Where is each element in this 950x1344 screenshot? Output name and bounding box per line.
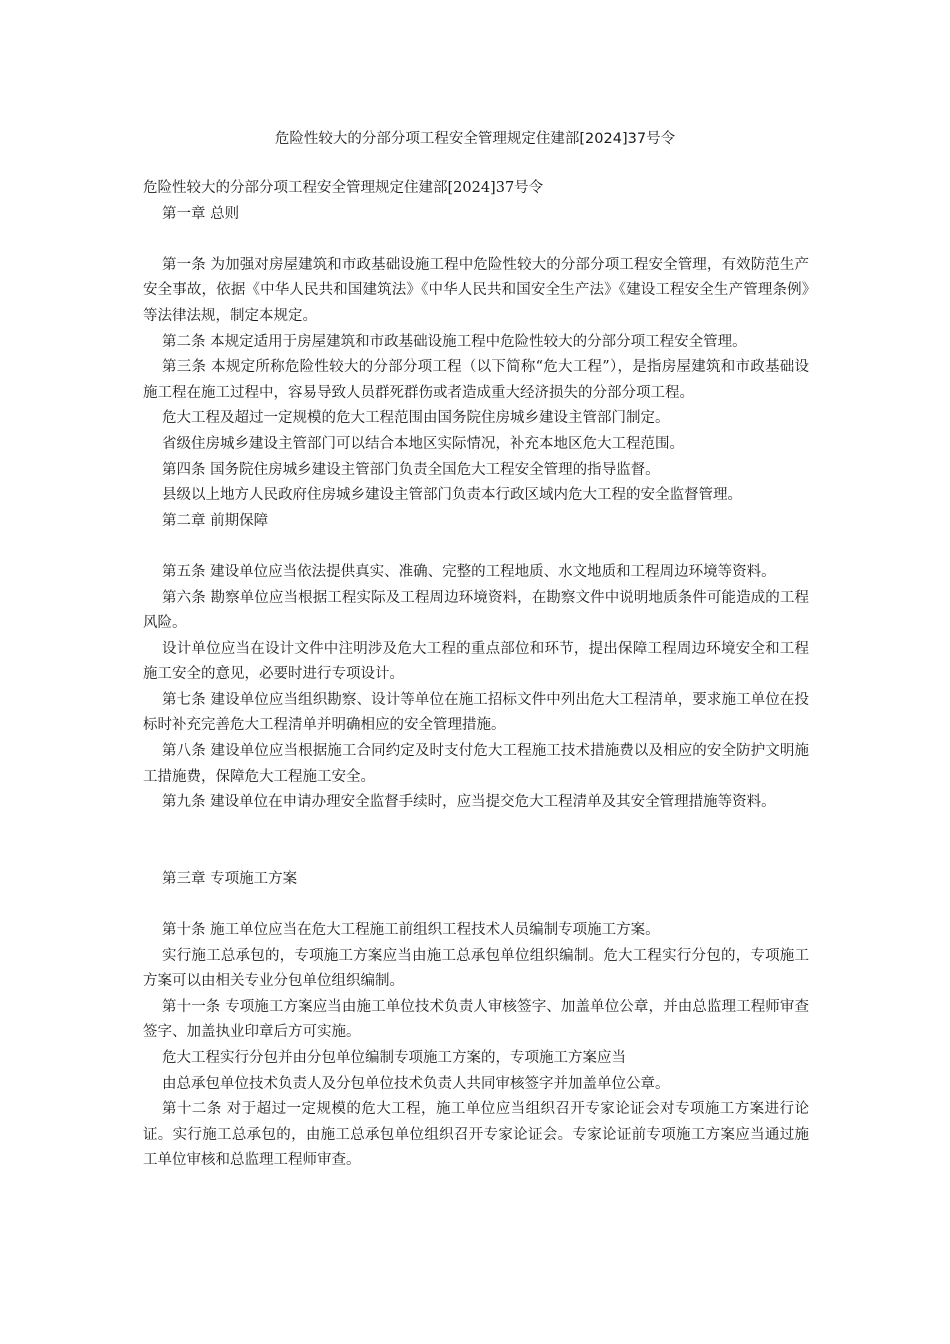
spacer [143,816,809,867]
article-3: 第三条 本规定所称危险性较大的分部分项工程（以下简称“危大工程”），是指房屋建筑和市政基础设施工程在施工过程中，容易导致人员群死群伤或者造成重大经济损失的分部分项工程。 [143,359,809,401]
chapter-2-heading: 第二章 前期保障 [162,512,269,529]
article-8: 第八条 建设单位应当根据施工合同约定及时支付危大工程施工技术措施费以及相应的安全防护文明施工措施费，保障危大工程施工安全。 [143,743,809,785]
page-title: 危险性较大的分部分项工程安全管理规定住建部[2024]37号令 [274,131,676,147]
article-6: 第六条 勘察单位应当根据工程实际及工程周边环境资料，在勘察文件中说明地质条件可能造成的工程风险。 [143,589,809,632]
article-10-paragraph-2: 实行施工总承包的，专项施工方案应当由施工总承包单位组织编制。危大工程实行分包的，专项施工方案可以由相关专业分包单位组织编制。 [143,947,809,990]
article-7: 第七条 建设单位应当组织勘察、设计等单位在施工招标文件中列出危大工程清单，要求施工单位在投标时补充完善危大工程清单并明确相应的安全管理措施。 [143,691,809,734]
chapter-3-heading: 第三章 专项施工方案 [162,870,298,887]
article-11: 第十一条 专项施工方案应当由施工单位技术负责人审核签字、加盖单位公章，并由总监理工程师审查签字、加盖执业印章后方可实施。 [143,998,809,1041]
article-9: 第九条 建设单位在申请办理安全监督手续时，应当提交危大工程清单及其安全管理措施等资料。 [162,794,776,811]
article-4-paragraph-2: 县级以上地方人民政府住房城乡建设主管部门负责本行政区域内危大工程的安全监督管理。 [162,487,742,504]
article-12: 第十二条 对于超过一定规模的危大工程，施工单位应当组织召开专家论证会对专项施工方案进行论证。实行施工总承包的，由施工总承包单位组织召开专家论证会。专家论证前专项施工方案应当通过施工单位审核和总监理工程师审查。 [143,1101,809,1169]
article-3-paragraph-3: 省级住房城乡建设主管部门可以结合本地区实际情况，补充本地区危大工程范围。 [162,435,684,452]
article-5: 第五条 建设单位应当依法提供真实、准确、完整的工程地质、水文地质和工程周边环境等资料。 [162,563,776,580]
document-heading: 危险性较大的分部分项工程安全管理规定住建部[2024]37号令 [143,180,544,196]
chapter-1-heading: 第一章 总则 [162,205,240,222]
article-11-paragraph-2: 危大工程实行分包并由分包单位编制专项施工方案的，专项施工方案应当 [162,1050,626,1066]
article-10: 第十条 施工单位应当在危大工程施工前组织工程技术人员编制专项施工方案。 [162,922,660,939]
article-11-paragraph-3: 由总承包单位技术负责人及分包单位技术负责人共同审核签字并加盖单位公章。 [162,1075,670,1092]
document-body [143,176,809,1174]
article-2: 第二条 本规定适用于房屋建筑和市政基础设施工程中危险性较大的分部分项工程安全管理。 [162,333,747,350]
article-3-paragraph-2: 危大工程及超过一定规模的危大工程范围由国务院住房城乡建设主管部门制定。 [162,410,670,427]
spacer [143,227,809,253]
article-4: 第四条 国务院住房城乡建设主管部门负责全国危大工程安全管理的指导监督。 [162,461,660,478]
spacer [143,534,809,560]
article-1: 第一条 为加强对房屋建筑和市政基础设施工程中危险性较大的分部分项工程安全管理，有效防范生产安全事故，依据《中华人民共和国建筑法》《中华人民共和国安全生产法》《建设工程安全生产管理条例》等法律法规，制定本规定。 [143,256,809,324]
article-6-paragraph-2: 设计单位应当在设计文件中注明涉及危大工程的重点部位和环节，提出保障工程周边环境安全和工程施工安全的意见，必要时进行专项设计。 [143,640,809,683]
spacer [143,892,809,918]
